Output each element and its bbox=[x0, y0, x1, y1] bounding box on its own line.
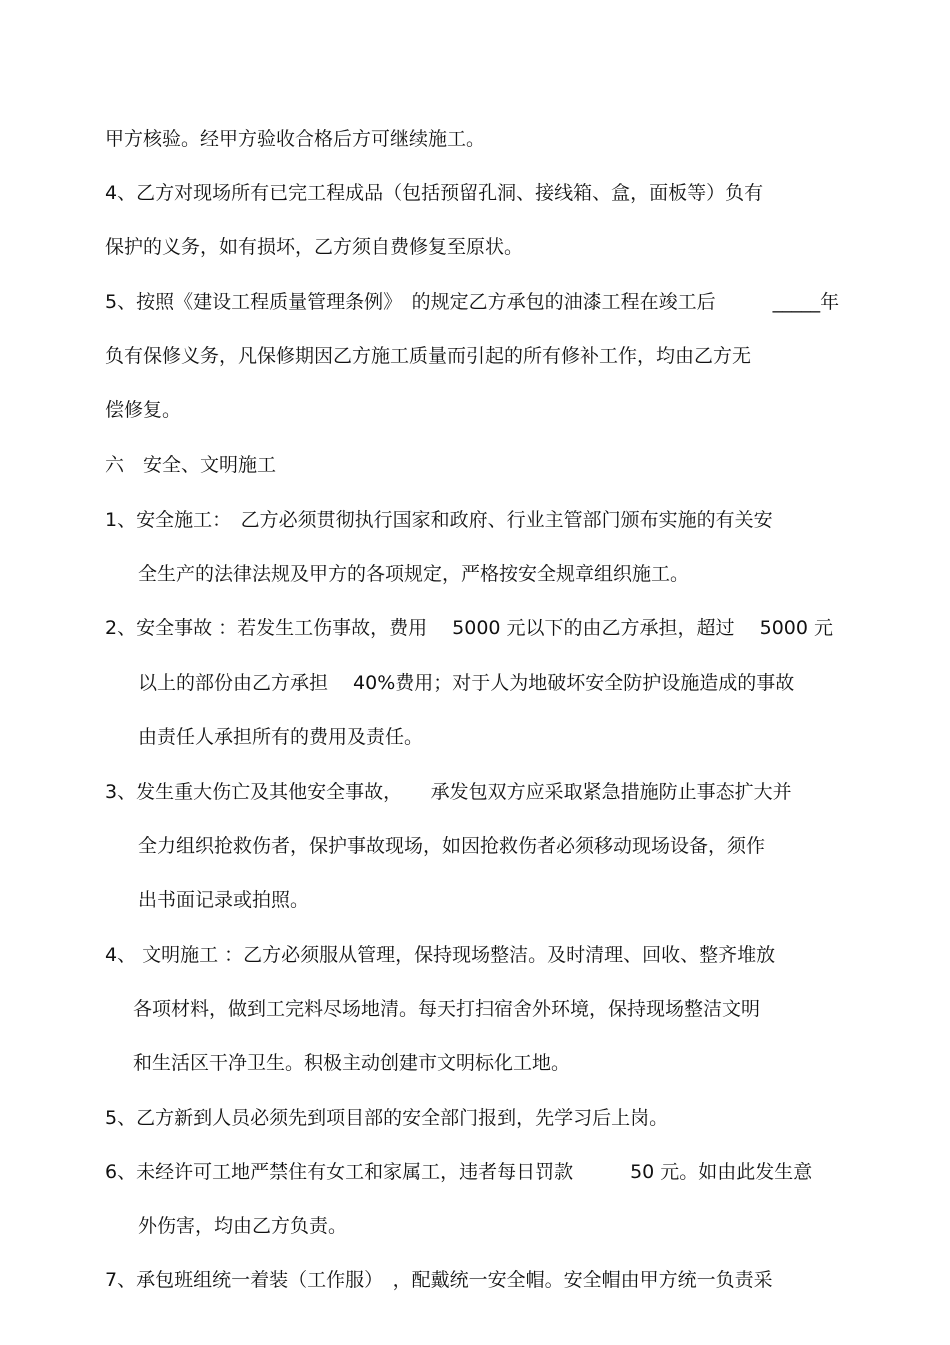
text-line: 4、乙方对现场所有已完工程成品（包括预留孔洞、接线箱、盒，面板等）负有 bbox=[105, 182, 764, 204]
text-line: 外伤害，均由乙方负责。 bbox=[138, 1215, 348, 1237]
text-line: 5、按照《建设工程质量管理条例》 的规定乙方承包的油漆工程在竣工后 _____年 bbox=[105, 291, 840, 313]
text-line: 7、承包班组统一着装（工作服） ，配戴统一安全帽。安全帽由甲方统一负责采 bbox=[105, 1269, 773, 1291]
text-line: 以上的部份由乙方承担 40%费用；对于人为地破坏安全防护设施造成的事故 bbox=[138, 672, 795, 694]
text-line: 3、发生重大伤亡及其他安全事故， 承发包双方应采取紧急措施防止事态扩大并 bbox=[105, 781, 792, 803]
text-line: 保护的义务，如有损坏，乙方须自费修复至原状。 bbox=[105, 236, 524, 258]
text-line: 负有保修义务，凡保修期因乙方施工质量而引起的所有修补工作，均由乙方无 bbox=[105, 345, 752, 367]
text-line: 全力组织抢救伤者，保护事故现场，如因抢救伤者必须移动现场设备，须作 bbox=[138, 835, 766, 857]
text-line: 5、乙方新到人员必须先到项目部的安全部门报到，先学习后上岗。 bbox=[105, 1107, 669, 1129]
text-line: 各项材料，做到工完料尽场地清。每天打扫宿舍外环境，保持现场整洁文明 bbox=[133, 998, 761, 1020]
text-line: 4、 文明施工 ：乙方必须服从管理，保持现场整洁。及时清理、回收、整齐堆放 bbox=[105, 944, 776, 966]
text-line: 由责任人承担所有的费用及责任。 bbox=[138, 726, 424, 748]
text-line: 6、未经许可工地严禁住有女工和家属工，违者每日罚款 50 元。如由此发生意 bbox=[105, 1161, 813, 1183]
text-line: 甲方核验。经甲方验收合格后方可继续施工。 bbox=[105, 128, 486, 150]
text-line: 1、安全施工： 乙方必须贯彻执行国家和政府、行业主管部门颁布实施的有关安 bbox=[105, 509, 773, 531]
text-line: 2、安全事故 ：若发生工伤事故，费用 5000 元以下的由乙方承担，超过 5000 元 bbox=[105, 617, 833, 639]
text-line: 和生活区干净卫生。积极主动创建市文明标化工地。 bbox=[133, 1052, 571, 1074]
text-line: 偿修复。 bbox=[105, 399, 182, 421]
section-heading: 六 安全、文明施工 bbox=[105, 454, 277, 476]
text-line: 出书面记录或拍照。 bbox=[138, 889, 310, 911]
text-line: 全生产的法律法规及甲方的各项规定，严格按安全规章组织施工。 bbox=[138, 563, 690, 585]
